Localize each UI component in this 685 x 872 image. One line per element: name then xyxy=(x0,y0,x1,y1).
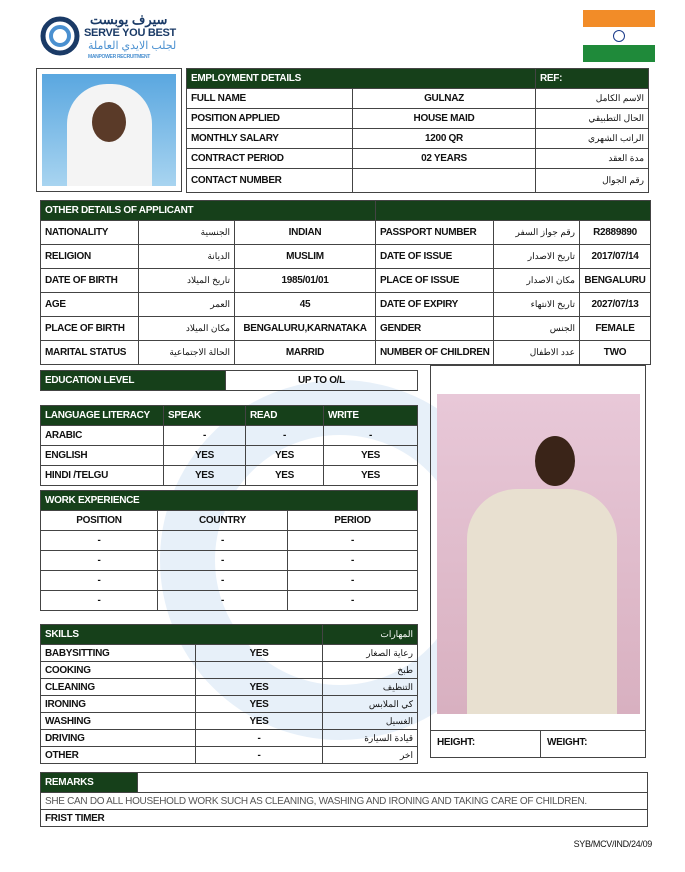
table-row xyxy=(41,662,418,679)
full-photo-frame xyxy=(430,365,646,758)
skill-value: YES xyxy=(196,679,323,696)
table-row xyxy=(41,341,651,365)
table-row xyxy=(41,466,418,486)
skills-table xyxy=(40,624,418,764)
field-label-ar: مكان الميلاد xyxy=(139,317,235,341)
skill-value: YES xyxy=(196,696,323,713)
field-label: NUMBER OF CHILDREN xyxy=(376,341,494,365)
field-value: 2027/07/13 xyxy=(580,293,651,317)
period-col: PERIOD xyxy=(288,511,418,531)
table-row xyxy=(41,245,651,269)
field-label: DATE OF EXPIRY xyxy=(376,293,494,317)
write-value: YES xyxy=(324,446,418,466)
field-value: MARRID xyxy=(235,341,376,365)
speak-value: YES xyxy=(164,466,246,486)
india-flag xyxy=(583,10,655,62)
skill-name: OTHER xyxy=(41,747,196,764)
field-label: POSITION APPLIED xyxy=(187,109,353,129)
field-value: BENGALURU,KARNATAKA xyxy=(235,317,376,341)
field-label: MARITAL STATUS xyxy=(41,341,139,365)
employment-table xyxy=(186,68,649,193)
employment-header: EMPLOYMENT DETAILS xyxy=(187,69,536,89)
field-label-ar: الاسم الكامل xyxy=(536,89,649,109)
remarks-note: FRIST TIMER xyxy=(41,810,648,827)
contact-value xyxy=(353,169,536,193)
education-label: EDUCATION LEVEL xyxy=(41,371,226,391)
read-header: READ xyxy=(246,406,324,426)
skill-name-ar: الغسيل xyxy=(323,713,418,730)
logo-knot-icon xyxy=(38,14,82,58)
country-value: - xyxy=(158,531,288,551)
table-row xyxy=(41,426,418,446)
field-label-ar: تاريخ الانتهاء xyxy=(494,293,580,317)
language-table xyxy=(40,405,418,486)
field-label: AGE xyxy=(41,293,139,317)
read-value: - xyxy=(246,426,324,446)
speak-value: - xyxy=(164,426,246,446)
skill-name-ar: التنظيف xyxy=(323,679,418,696)
salary-value: 1200 QR xyxy=(353,129,536,149)
field-label: DATE OF ISSUE xyxy=(376,245,494,269)
position-value: - xyxy=(41,591,158,611)
table-row xyxy=(41,446,418,466)
field-value: 45 xyxy=(235,293,376,317)
field-value: TWO xyxy=(580,341,651,365)
country-value: - xyxy=(158,571,288,591)
table-row xyxy=(41,747,418,764)
table-row xyxy=(41,730,418,747)
period-value: - xyxy=(288,591,418,611)
skill-name-ar: اخر xyxy=(323,747,418,764)
field-label-ar: مكان الاصدار xyxy=(494,269,580,293)
table-row xyxy=(41,713,418,730)
country-value: - xyxy=(158,591,288,611)
field-label: MONTHLY SALARY xyxy=(187,129,353,149)
skill-value: - xyxy=(196,747,323,764)
remarks-header: REMARKS xyxy=(41,773,138,793)
period-value: - xyxy=(288,531,418,551)
field-label-ar: عدد الاطفال xyxy=(494,341,580,365)
speak-header: SPEAK xyxy=(164,406,246,426)
logo-name: SERVE YOU BEST xyxy=(84,27,176,39)
field-label: RELIGION xyxy=(41,245,139,269)
write-header: WRITE xyxy=(324,406,418,426)
country-col: COUNTRY xyxy=(158,511,288,531)
skill-name: COOKING xyxy=(41,662,196,679)
field-label: DATE OF BIRTH xyxy=(41,269,139,293)
height-label: HEIGHT: xyxy=(431,731,541,758)
table-row xyxy=(41,293,651,317)
logo-arabic: سيرف يوبست xyxy=(90,12,168,27)
work-header: WORK EXPERIENCE xyxy=(41,491,418,511)
education-value: UP TO O/L xyxy=(226,371,418,391)
table-row xyxy=(41,221,651,245)
remarks-table xyxy=(40,772,648,827)
field-label-ar: تاريخ الاصدار xyxy=(494,245,580,269)
position-value: - xyxy=(41,531,158,551)
field-label-ar: الجنس xyxy=(494,317,580,341)
applicant-photo-frame xyxy=(36,68,182,192)
language-name: HINDI /TELGU xyxy=(41,466,164,486)
language-header: LANGUAGE LITERACY xyxy=(41,406,164,426)
field-label-ar: مدة العقد xyxy=(536,149,649,169)
weight-label: WEIGHT: xyxy=(547,737,588,748)
field-label: FULL NAME xyxy=(187,89,353,109)
field-label: PLACE OF BIRTH xyxy=(41,317,139,341)
position-value: - xyxy=(41,551,158,571)
field-value: BENGALURU xyxy=(580,269,651,293)
full-body-photo xyxy=(437,394,640,714)
field-value: FEMALE xyxy=(580,317,651,341)
language-name: ARABIC xyxy=(41,426,164,446)
field-label-ar: رقم الجوال xyxy=(536,169,649,193)
speak-value: YES xyxy=(164,446,246,466)
skills-header: SKILLS xyxy=(41,625,323,645)
field-label: PASSPORT NUMBER xyxy=(376,221,494,245)
position-value: HOUSE MAID xyxy=(353,109,536,129)
skill-name: CLEANING xyxy=(41,679,196,696)
field-label-ar: رقم جواز السفر xyxy=(494,221,580,245)
table-row xyxy=(41,645,418,662)
field-label-ar: تاريخ الميلاد xyxy=(139,269,235,293)
remarks-text: SHE CAN DO ALL HOUSEHOLD WORK SUCH AS CLEANING, WASHING AND IRONING AND TAKING CARE OF CHILDREN. xyxy=(41,793,648,810)
skill-name: WASHING xyxy=(41,713,196,730)
reference-code: SYB/MCV/IND/24/09 xyxy=(573,839,652,849)
position-col: POSITION xyxy=(41,511,158,531)
company-logo xyxy=(38,12,178,64)
field-label-ar: الحالة الاجتماعية xyxy=(139,341,235,365)
write-value: YES xyxy=(324,466,418,486)
read-value: YES xyxy=(246,446,324,466)
table-row xyxy=(41,269,651,293)
education-table xyxy=(40,370,418,391)
full-name-value: GULNAZ xyxy=(353,89,536,109)
work-experience-table xyxy=(40,490,418,611)
skill-name: BABYSITTING xyxy=(41,645,196,662)
field-label-ar: الديانة xyxy=(139,245,235,269)
skill-value xyxy=(196,662,323,679)
skills-header-ar: المهارات xyxy=(323,625,418,645)
field-label: GENDER xyxy=(376,317,494,341)
ref-label: REF: xyxy=(536,69,649,89)
table-row xyxy=(41,531,418,551)
field-label-ar: الحال التطبيقي xyxy=(536,109,649,129)
skill-value: - xyxy=(196,730,323,747)
period-value: - xyxy=(288,551,418,571)
table-row xyxy=(41,571,418,591)
applicant-photo xyxy=(42,74,176,186)
skill-name-ar: رعاية الصغار xyxy=(323,645,418,662)
other-details-table xyxy=(40,200,651,365)
language-name: ENGLISH xyxy=(41,446,164,466)
skill-name-ar: كي الملابس xyxy=(323,696,418,713)
country-value: - xyxy=(158,551,288,571)
period-value: - xyxy=(288,571,418,591)
field-label: PLACE OF ISSUE xyxy=(376,269,494,293)
field-label: NATIONALITY xyxy=(41,221,139,245)
field-value: 1985/01/01 xyxy=(235,269,376,293)
logo-sub: MANPOWER RECRUITMENT xyxy=(88,54,151,60)
position-value: - xyxy=(41,571,158,591)
table-row xyxy=(41,696,418,713)
field-label: CONTACT NUMBER xyxy=(187,169,353,193)
write-value: - xyxy=(324,426,418,446)
field-value: R2889890 xyxy=(580,221,651,245)
field-label-ar: الجنسية xyxy=(139,221,235,245)
other-details-header: OTHER DETAILS OF APPLICANT xyxy=(41,201,376,221)
skill-value: YES xyxy=(196,713,323,730)
skill-name: DRIVING xyxy=(41,730,196,747)
contract-value: 02 YEARS xyxy=(353,149,536,169)
table-row xyxy=(41,317,651,341)
skill-name-ar: قيادة السيارة xyxy=(323,730,418,747)
table-row xyxy=(41,551,418,571)
skill-name: IRONING xyxy=(41,696,196,713)
field-value: INDIAN xyxy=(235,221,376,245)
field-value: 2017/07/14 xyxy=(580,245,651,269)
skill-value: YES xyxy=(196,645,323,662)
skill-name-ar: طبخ xyxy=(323,662,418,679)
logo-arabic-sub: لجلب الايدي العاملة xyxy=(88,40,177,52)
field-label: CONTRACT PERIOD xyxy=(187,149,353,169)
field-label-ar: العمر xyxy=(139,293,235,317)
field-label-ar: الراتب الشهري xyxy=(536,129,649,149)
read-value: YES xyxy=(246,466,324,486)
table-row xyxy=(41,591,418,611)
field-value: MUSLIM xyxy=(235,245,376,269)
table-row xyxy=(41,679,418,696)
